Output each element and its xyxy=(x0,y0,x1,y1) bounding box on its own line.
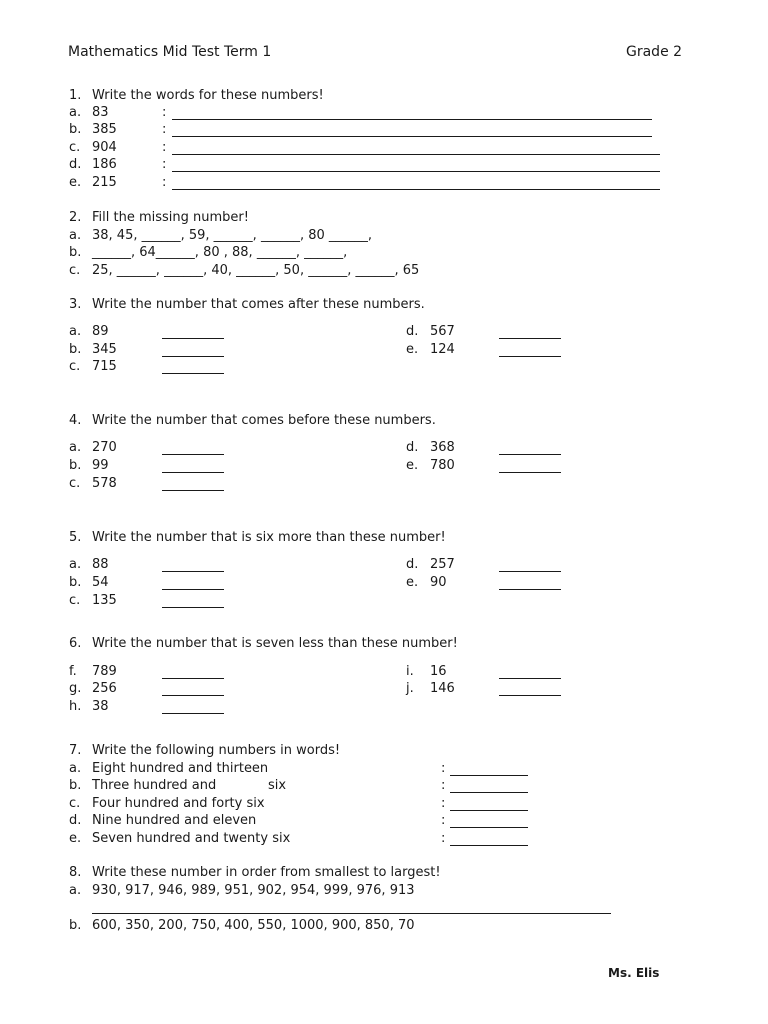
colon: : xyxy=(162,175,167,190)
answer-line[interactable] xyxy=(499,338,561,339)
q8-item-label: b. xyxy=(69,918,82,933)
q2-item-value: 25, ______, ______, 40, ______, 50, ______, ______, 65 xyxy=(92,263,420,278)
q5-item-value: 54 xyxy=(92,575,109,590)
q1-item-label: d. xyxy=(69,157,82,172)
colon: : xyxy=(162,157,167,172)
answer-line[interactable] xyxy=(162,338,224,339)
q7-item-label: a. xyxy=(69,761,82,776)
q5-item-value: 88 xyxy=(92,557,109,572)
q2-item-label: a. xyxy=(69,228,82,243)
colon: : xyxy=(441,813,446,828)
q7-item-value: Nine hundred and eleven xyxy=(92,813,257,828)
q1-item-value: 186 xyxy=(92,157,117,172)
q5-item-label: d. xyxy=(406,557,419,572)
q6-item-label: h. xyxy=(69,699,82,714)
q5-item-label: c. xyxy=(69,593,81,608)
answer-line[interactable] xyxy=(162,373,224,374)
q3-item-value: 89 xyxy=(92,324,109,339)
q4-item-value: 368 xyxy=(430,440,455,455)
q7-item-value: Seven hundred and twenty six xyxy=(92,831,291,846)
q1-item-label: c. xyxy=(69,140,81,155)
answer-line[interactable] xyxy=(162,713,224,714)
q7-item-extra: six xyxy=(268,778,287,793)
colon: : xyxy=(441,831,446,846)
colon: : xyxy=(441,796,446,811)
q8-item-label: a. xyxy=(69,883,82,898)
q3-text: Write the number that comes after these numbers. xyxy=(92,297,425,312)
answer-line[interactable] xyxy=(162,678,224,679)
answer-line[interactable] xyxy=(162,356,224,357)
q3-item-label: b. xyxy=(69,342,82,357)
answer-line[interactable] xyxy=(450,845,528,846)
q8-item-value: 930, 917, 946, 989, 951, 902, 954, 999, 976, 913 xyxy=(92,883,415,898)
q1-number: 1. xyxy=(69,88,82,103)
answer-line[interactable] xyxy=(162,490,224,491)
answer-line[interactable] xyxy=(162,589,224,590)
q2-item-label: b. xyxy=(69,245,82,260)
answer-line[interactable] xyxy=(499,589,561,590)
answer-line[interactable] xyxy=(172,171,660,172)
answer-line[interactable] xyxy=(499,356,561,357)
q6-item-label: j. xyxy=(406,681,414,696)
answer-line[interactable] xyxy=(172,154,660,155)
q4-item-label: c. xyxy=(69,476,81,491)
q6-text: Write the number that is seven less than these number! xyxy=(92,636,458,651)
q3-item-value: 567 xyxy=(430,324,455,339)
q2-item-label: c. xyxy=(69,263,81,278)
q8-item-value: 600, 350, 200, 750, 400, 550, 1000, 900, 850, 70 xyxy=(92,918,415,933)
q1-item-label: b. xyxy=(69,122,82,137)
page-title: Mathematics Mid Test Term 1 xyxy=(68,44,272,60)
answer-line[interactable] xyxy=(499,472,561,473)
answer-line[interactable] xyxy=(172,189,660,190)
colon: : xyxy=(162,140,167,155)
q7-number: 7. xyxy=(69,743,82,758)
q1-item-value: 215 xyxy=(92,175,117,190)
answer-line[interactable] xyxy=(499,678,561,679)
q6-item-label: f. xyxy=(69,664,77,679)
colon: : xyxy=(162,122,167,137)
q1-item-value: 83 xyxy=(92,105,109,120)
answer-line[interactable] xyxy=(162,472,224,473)
q5-text: Write the number that is six more than these number! xyxy=(92,530,446,545)
q4-item-value: 270 xyxy=(92,440,117,455)
q7-item-value: Three hundred and xyxy=(92,778,217,793)
answer-line[interactable] xyxy=(499,695,561,696)
q8-number: 8. xyxy=(69,865,82,880)
q6-item-value: 256 xyxy=(92,681,117,696)
colon: : xyxy=(162,105,167,120)
answer-line[interactable] xyxy=(162,607,224,608)
q5-item-value: 90 xyxy=(430,575,447,590)
q7-item-value: Four hundred and forty six xyxy=(92,796,265,811)
q6-item-value: 38 xyxy=(92,699,109,714)
q7-item-value: Eight hundred and thirteen xyxy=(92,761,269,776)
q4-item-value: 578 xyxy=(92,476,117,491)
q2-text: Fill the missing number! xyxy=(92,210,249,225)
q6-item-value: 16 xyxy=(430,664,447,679)
q3-item-label: c. xyxy=(69,359,81,374)
q6-item-value: 789 xyxy=(92,664,117,679)
q3-item-label: d. xyxy=(406,324,419,339)
q7-text: Write the following numbers in words! xyxy=(92,743,341,758)
grade-label: Grade 2 xyxy=(626,44,683,60)
q6-item-label: i. xyxy=(406,664,414,679)
q5-item-label: b. xyxy=(69,575,82,590)
q3-item-value: 124 xyxy=(430,342,455,357)
answer-line[interactable] xyxy=(499,454,561,455)
q4-item-label: b. xyxy=(69,458,82,473)
answer-line[interactable] xyxy=(162,695,224,696)
answer-line[interactable] xyxy=(92,913,611,914)
q8-text: Write these number in order from smallest to largest! xyxy=(92,865,441,880)
q1-item-value: 385 xyxy=(92,122,117,137)
q5-item-label: a. xyxy=(69,557,82,572)
q5-number: 5. xyxy=(69,530,82,545)
q1-text: Write the words for these numbers! xyxy=(92,88,324,103)
q1-item-value: 904 xyxy=(92,140,117,155)
q2-number: 2. xyxy=(69,210,82,225)
teacher-signature: Ms. Elis xyxy=(608,966,660,980)
q2-item-value: 38, 45, ______, 59, ______, ______, 80 ______, xyxy=(92,228,373,243)
q1-item-label: e. xyxy=(69,175,82,190)
q4-item-label: e. xyxy=(406,458,419,473)
q6-item-label: g. xyxy=(69,681,82,696)
q4-item-value: 99 xyxy=(92,458,109,473)
q7-item-label: e. xyxy=(69,831,82,846)
q2-item-value: ______, 64______, 80 , 88, ______, ______, xyxy=(92,245,348,260)
answer-line[interactable] xyxy=(499,571,561,572)
q7-item-label: b. xyxy=(69,778,82,793)
colon: : xyxy=(441,761,446,776)
q6-item-value: 146 xyxy=(430,681,455,696)
q3-item-label: e. xyxy=(406,342,419,357)
q6-number: 6. xyxy=(69,636,82,651)
q4-number: 4. xyxy=(69,413,82,428)
answer-line[interactable] xyxy=(450,775,528,776)
q4-item-value: 780 xyxy=(430,458,455,473)
answer-line[interactable] xyxy=(450,827,528,828)
answer-line[interactable] xyxy=(172,119,652,120)
q7-item-label: d. xyxy=(69,813,82,828)
answer-line[interactable] xyxy=(162,571,224,572)
answer-line[interactable] xyxy=(450,810,528,811)
answer-line[interactable] xyxy=(162,454,224,455)
q3-item-label: a. xyxy=(69,324,82,339)
colon: : xyxy=(441,778,446,793)
q4-text: Write the number that comes before these numbers. xyxy=(92,413,436,428)
q3-item-value: 715 xyxy=(92,359,117,374)
answer-line[interactable] xyxy=(450,792,528,793)
q5-item-value: 257 xyxy=(430,557,455,572)
q3-number: 3. xyxy=(69,297,82,312)
answer-line[interactable] xyxy=(172,136,652,137)
q1-item-label: a. xyxy=(69,105,82,120)
q4-item-label: a. xyxy=(69,440,82,455)
q4-item-label: d. xyxy=(406,440,419,455)
q5-item-value: 135 xyxy=(92,593,117,608)
q3-item-value: 345 xyxy=(92,342,117,357)
q5-item-label: e. xyxy=(406,575,419,590)
q7-item-label: c. xyxy=(69,796,81,811)
